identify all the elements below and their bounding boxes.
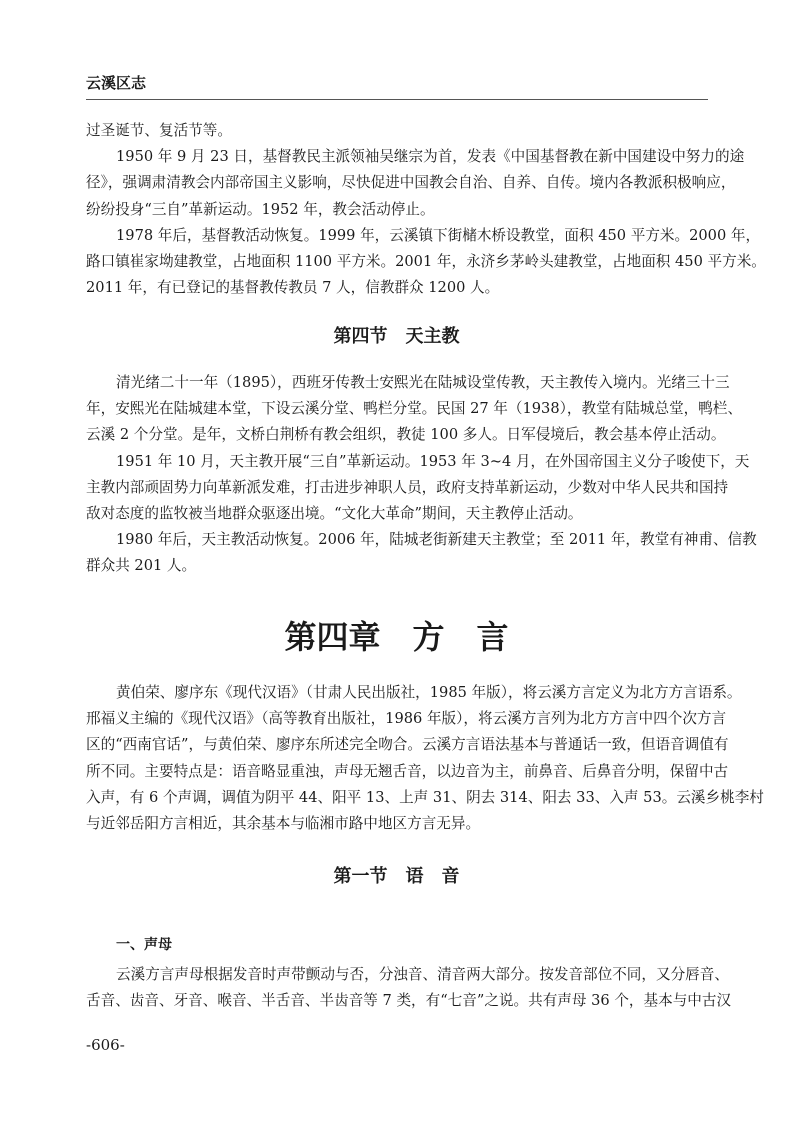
chapter-body (86, 680, 764, 837)
paragraph (86, 144, 745, 223)
header-rule (86, 99, 708, 100)
text-line: 舌音、齿音、牙音、喉音、半舌音、半齿音等 7 类，有“七音”之说。共有声母 36 个，基本与中古汉 (86, 992, 732, 1010)
text-line: 路口镇崔家坳建教堂，占地面积 1100 平方米。2001 年，永济乡茅岭头建教堂，占地面积 450 平方米。 (86, 252, 766, 270)
text-line: 区的“西南官话”，与黄伯荣、廖序东所述完全吻合。云溪方言语法基本与普通话一致，但语音调值有 (86, 736, 729, 754)
paragraph (86, 370, 743, 449)
text-line: 与近邻岳阳方言相近，其余基本与临湘市路中地区方言无异。 (86, 814, 481, 832)
paragraph (86, 527, 757, 579)
text-line: 黄伯荣、廖序东《现代汉语》（甘肃人民出版社，1985 年版），将云溪方言定义为北方方言语系。 (116, 684, 742, 701)
subsection-title: 一、声母 (116, 937, 172, 953)
section-title: 第一节 语 音 (333, 866, 460, 887)
section2-body (86, 370, 757, 580)
text-line: 过圣诞节、复活节等。 (86, 122, 232, 139)
text-line: 群众共 201 人。 (86, 557, 197, 575)
paragraph (86, 680, 764, 837)
text-line: 主教内部顽固势力向革新派发难，打击进步神职人员，政府支持革新运动，少数对中华人民共和国持 (86, 478, 729, 496)
text-line: 清光绪二十一年（1895），西班牙传教士安熙光在陆城设堂传教，天主教传入境内。光绪三十三 (116, 374, 730, 391)
paragraph (86, 223, 766, 302)
text-line: 1951 年 10 月，天主教开展“三自”革新运动。1953 年 3~4 月，在外国帝国主义分子唆使下，天 (116, 452, 750, 470)
text-line: 1978 年后，基督教活动恢复。1999 年，云溪镇下街槠木桥设教堂，面积 450 平方米。2000 年， (116, 226, 761, 244)
chapter-title: 第四章 方 言 (284, 618, 509, 656)
text-line: 邢福义主编的《现代汉语》（高等教育出版社，1986 年版），将云溪方言列为北方方言中四个次方言 (86, 710, 727, 728)
section1-body (86, 118, 766, 301)
text-line: 纷纷投身“三自”革新运动。1952 年，教会活动停止。 (86, 200, 435, 218)
paragraph (86, 449, 750, 528)
section-title: 第四节 天主教 (333, 326, 460, 347)
text-line: 年，安熙光在陆城建本堂，下设云溪分堂、鸭栏分堂。民国 27 年（1938），教堂有陆城总堂，鸭栏、 (86, 400, 743, 418)
text-line: 入声，有 6 个声调，调值为阴平 44、阳平 13、上声 31、阴去 314、阳去 33、入声 53。云溪乡桃李村 (86, 788, 764, 806)
page-number: -606- (86, 1036, 125, 1054)
running-head: 云溪区志 (86, 74, 147, 92)
text-line: 2011 年，有已登记的基督教传教员 7 人，信教群众 1200 人。 (86, 279, 500, 297)
text-line: 云溪 2 个分堂。是年，文桥白荆桥有教会组织，教徒 100 多人。日军侵境后，教会基本停止活动。 (86, 426, 726, 444)
text-line: 1980 年后，天主教活动恢复。2006 年，陆城老街新建天主教堂；至 2011 年，教堂有神甫、信教 (116, 531, 757, 549)
text-line: 敌对态度的监牧被当地群众驱逐出境。“文化大革命”期间，天主教停止活动。 (86, 504, 583, 522)
text-line: 1950 年 9 月 23 日，基督教民主派领袖吴继宗为首，发表《中国基督教在新中国建设中努力的途 (116, 148, 745, 166)
text-line: 径》，强调肃清教会内部帝国主义影响，尽快促进中国教会自治、自养、自传。境内各教派积极响应， (86, 174, 736, 192)
paragraph (86, 962, 732, 1014)
text-line: 所不同。主要特点是：语音略显重浊，声母无翘舌音，以边音为主，前鼻音、后鼻音分明，保留中古 (86, 762, 729, 780)
section3-body (86, 962, 732, 1014)
paragraph (86, 118, 708, 144)
text-line: 云溪方言声母根据发音时声带颤动与否，分浊音、清音两大部分。按发音部位不同，又分唇音、 (116, 966, 729, 983)
